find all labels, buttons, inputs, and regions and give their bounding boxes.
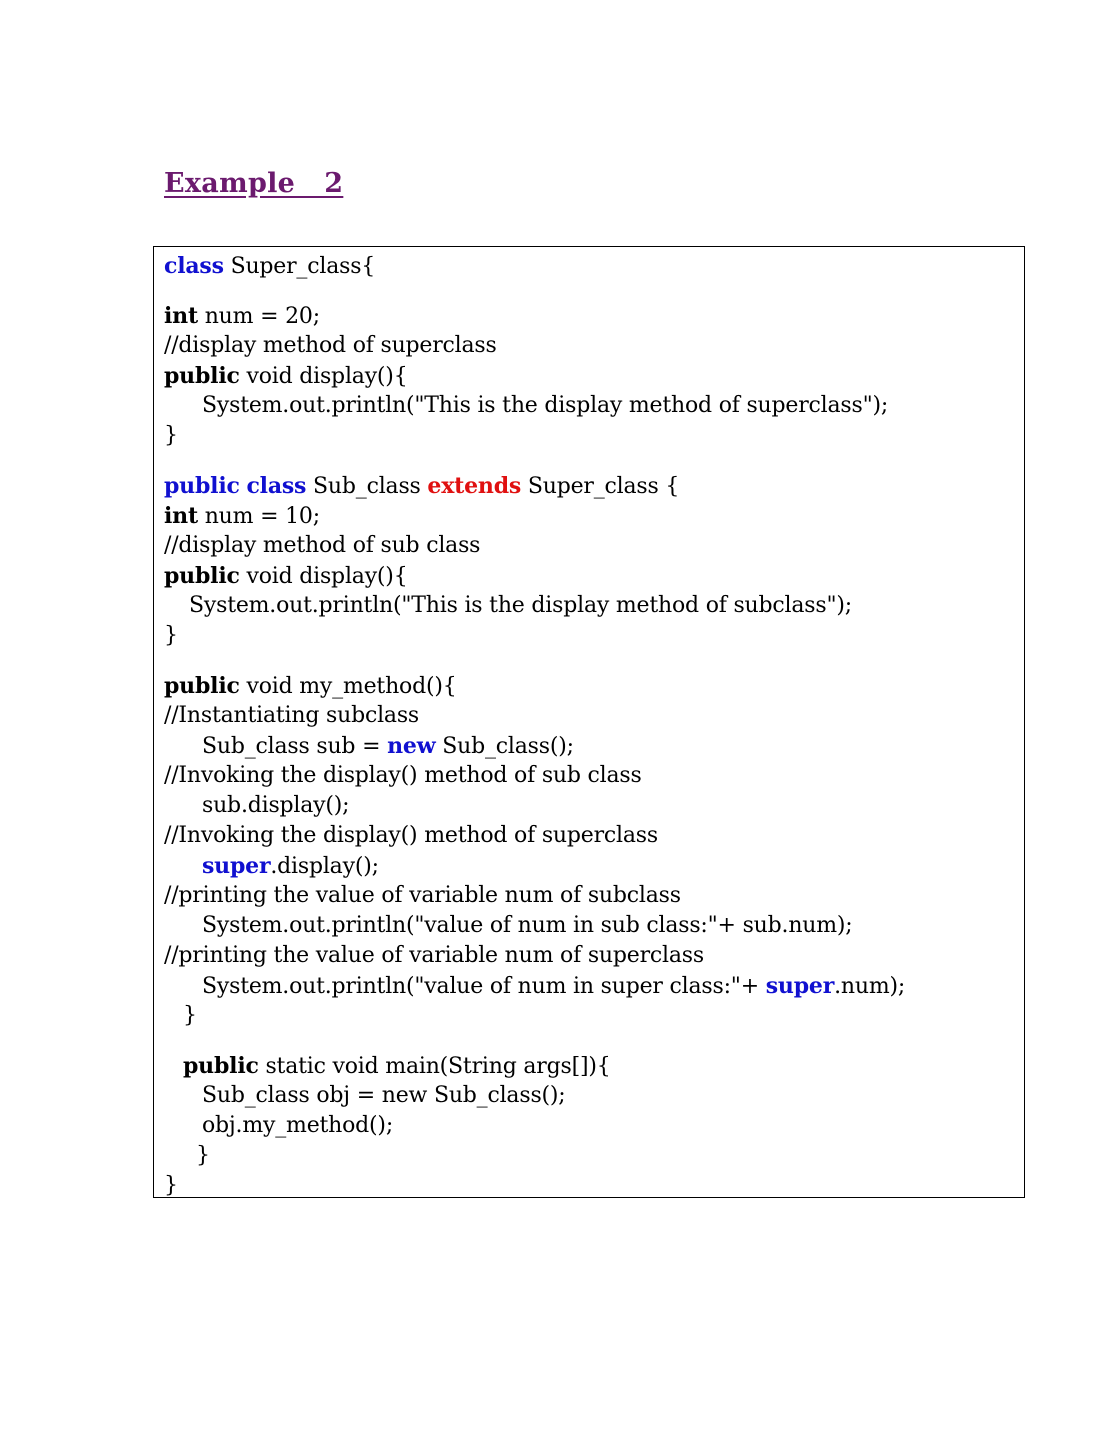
code-line: } [196,1143,210,1168]
code-text: Sub_class(); [435,734,574,759]
code-line: obj.my_method(); [202,1113,394,1138]
code-comment: //Instantiating subclass [164,703,420,728]
code-text: Super_class { [521,474,680,499]
code-text: void display(){ [239,564,408,589]
keyword-public: public [164,673,240,699]
code-text: num = 20; [197,304,320,329]
code-line [164,471,1020,501]
code-text: .num); [834,974,906,999]
keyword-class: class [164,253,224,279]
code-text: void my_method(){ [239,674,457,699]
code-text: num = 10; [197,504,320,529]
keyword-class: class [246,473,307,499]
code-line: System.out.println("value of num in sub class:"+ sub.num); [202,913,853,938]
code-line [164,301,1020,331]
code-comment: //printing the value of variable num of superclass [164,943,704,968]
code-line: System.out.println("This is the display method of superclass"); [202,393,889,418]
code-line [164,671,1020,701]
code-comment: //printing the value of variable num of subclass [164,883,681,908]
code-line: Sub_class obj = new Sub_class(); [202,1083,566,1108]
keyword-public: public [164,363,240,389]
keyword-int: int [164,303,198,329]
keyword-public: public [183,1053,259,1079]
code-line [164,731,1020,761]
keyword-new: new [387,733,436,759]
keyword-public: public [164,563,240,589]
code-line: } [164,423,178,448]
code-text: void display(){ [239,364,408,389]
code-text: System.out.println("value of num in super class:"+ [202,974,766,999]
code-line [164,1051,1020,1081]
code-line [164,501,1020,531]
code-comment: //Invoking the display() method of sub class [164,763,642,788]
code-comment: //display method of sub class [164,533,481,558]
code-line [164,561,1020,591]
keyword-super: super [765,973,835,999]
keyword-extends: extends [427,473,522,499]
keyword-public: public [164,473,240,499]
code-text: .display(); [270,854,379,879]
keyword-int: int [164,503,198,529]
code-text: Sub_class sub = [202,734,388,759]
code-line [164,851,1020,881]
code-text: static void main(String args[]){ [258,1054,611,1079]
code-block [153,246,1025,1198]
code-line: System.out.println("This is the display method of subclass"); [189,593,852,618]
code-comment: //display method of superclass [164,333,497,358]
code-comment: //Invoking the display() method of superclass [164,823,658,848]
code-line: sub.display(); [202,793,350,818]
code-line [164,971,1020,1001]
code-line [164,251,1020,281]
code-line: } [183,1003,197,1028]
code-line: } [164,623,178,648]
code-line [164,361,1020,391]
code-line: } [164,1173,178,1198]
keyword-super: super [202,853,271,879]
example-heading: Example 2 [164,168,344,199]
code-listing [164,251,1020,1201]
code-text: Sub_class [306,474,428,499]
code-text: Super_class{ [223,254,376,279]
